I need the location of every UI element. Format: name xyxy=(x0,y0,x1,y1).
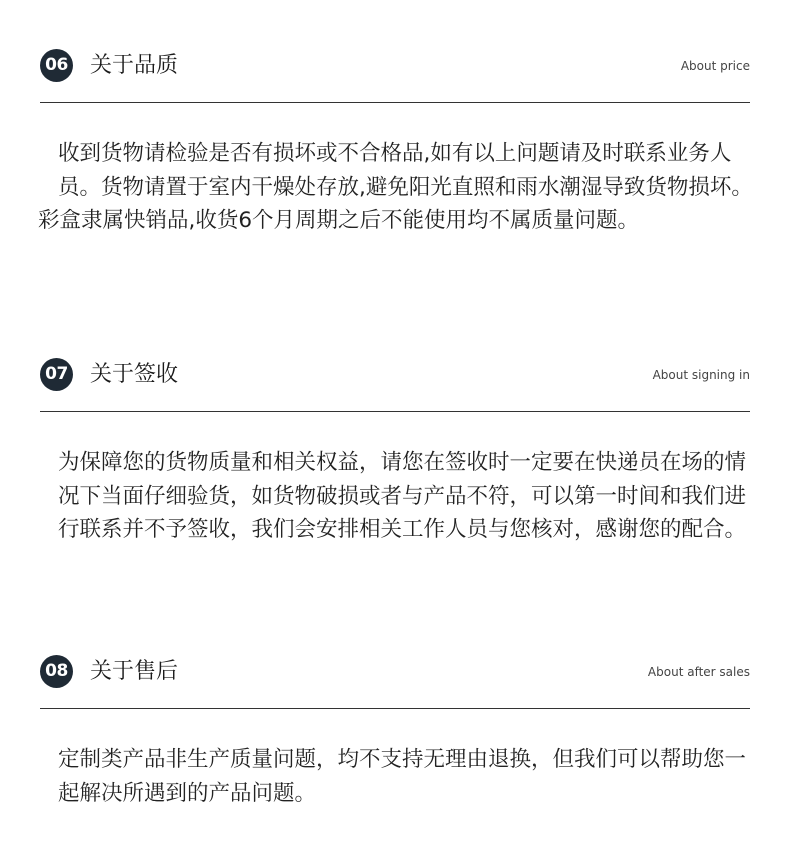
section-body xyxy=(38,743,758,810)
paragraph: 彩盒隶属快销品,收货6个月周期之后不能使用均不属质量问题。 xyxy=(38,208,640,233)
section-title: 关于品质 xyxy=(90,53,179,78)
section-number-badge: 07 xyxy=(40,358,73,391)
section-divider xyxy=(40,411,750,412)
section-body xyxy=(38,137,758,238)
section-subtitle: About price xyxy=(680,59,750,73)
section-subtitle: About signing in xyxy=(652,368,750,382)
section-body xyxy=(38,446,758,547)
section-number-badge: 06 xyxy=(40,49,73,82)
section-number-badge: 08 xyxy=(40,655,73,688)
section-title: 关于售后 xyxy=(90,659,179,684)
section-header xyxy=(40,655,750,695)
paragraph: 收到货物请检验是否有损坏或不合格品,如有以上问题请及时联系业务人员。货物请置于室内干燥处存放,避免阳光直照和雨水潮湿导致货物损坏。 xyxy=(58,141,753,200)
section-subtitle: About after sales xyxy=(647,665,750,679)
paragraph: 为保障您的货物质量和相关权益，请您在签收时一定要在快递员在场的情况下当面仔细验货，如货物破损或者与产品不符，可以第一时间和我们进行联系并不予签收，我们会安排相关工作人员与您核对，感谢您的配合。 xyxy=(58,450,747,542)
section-header xyxy=(40,49,750,89)
section-header xyxy=(40,358,750,398)
section-title: 关于签收 xyxy=(90,362,179,387)
section-divider xyxy=(40,102,750,103)
paragraph: 定制类产品非生产质量问题，均不支持无理由退换，但我们可以帮助您一起解决所遇到的产品问题。 xyxy=(58,747,747,806)
section-divider xyxy=(40,708,750,709)
